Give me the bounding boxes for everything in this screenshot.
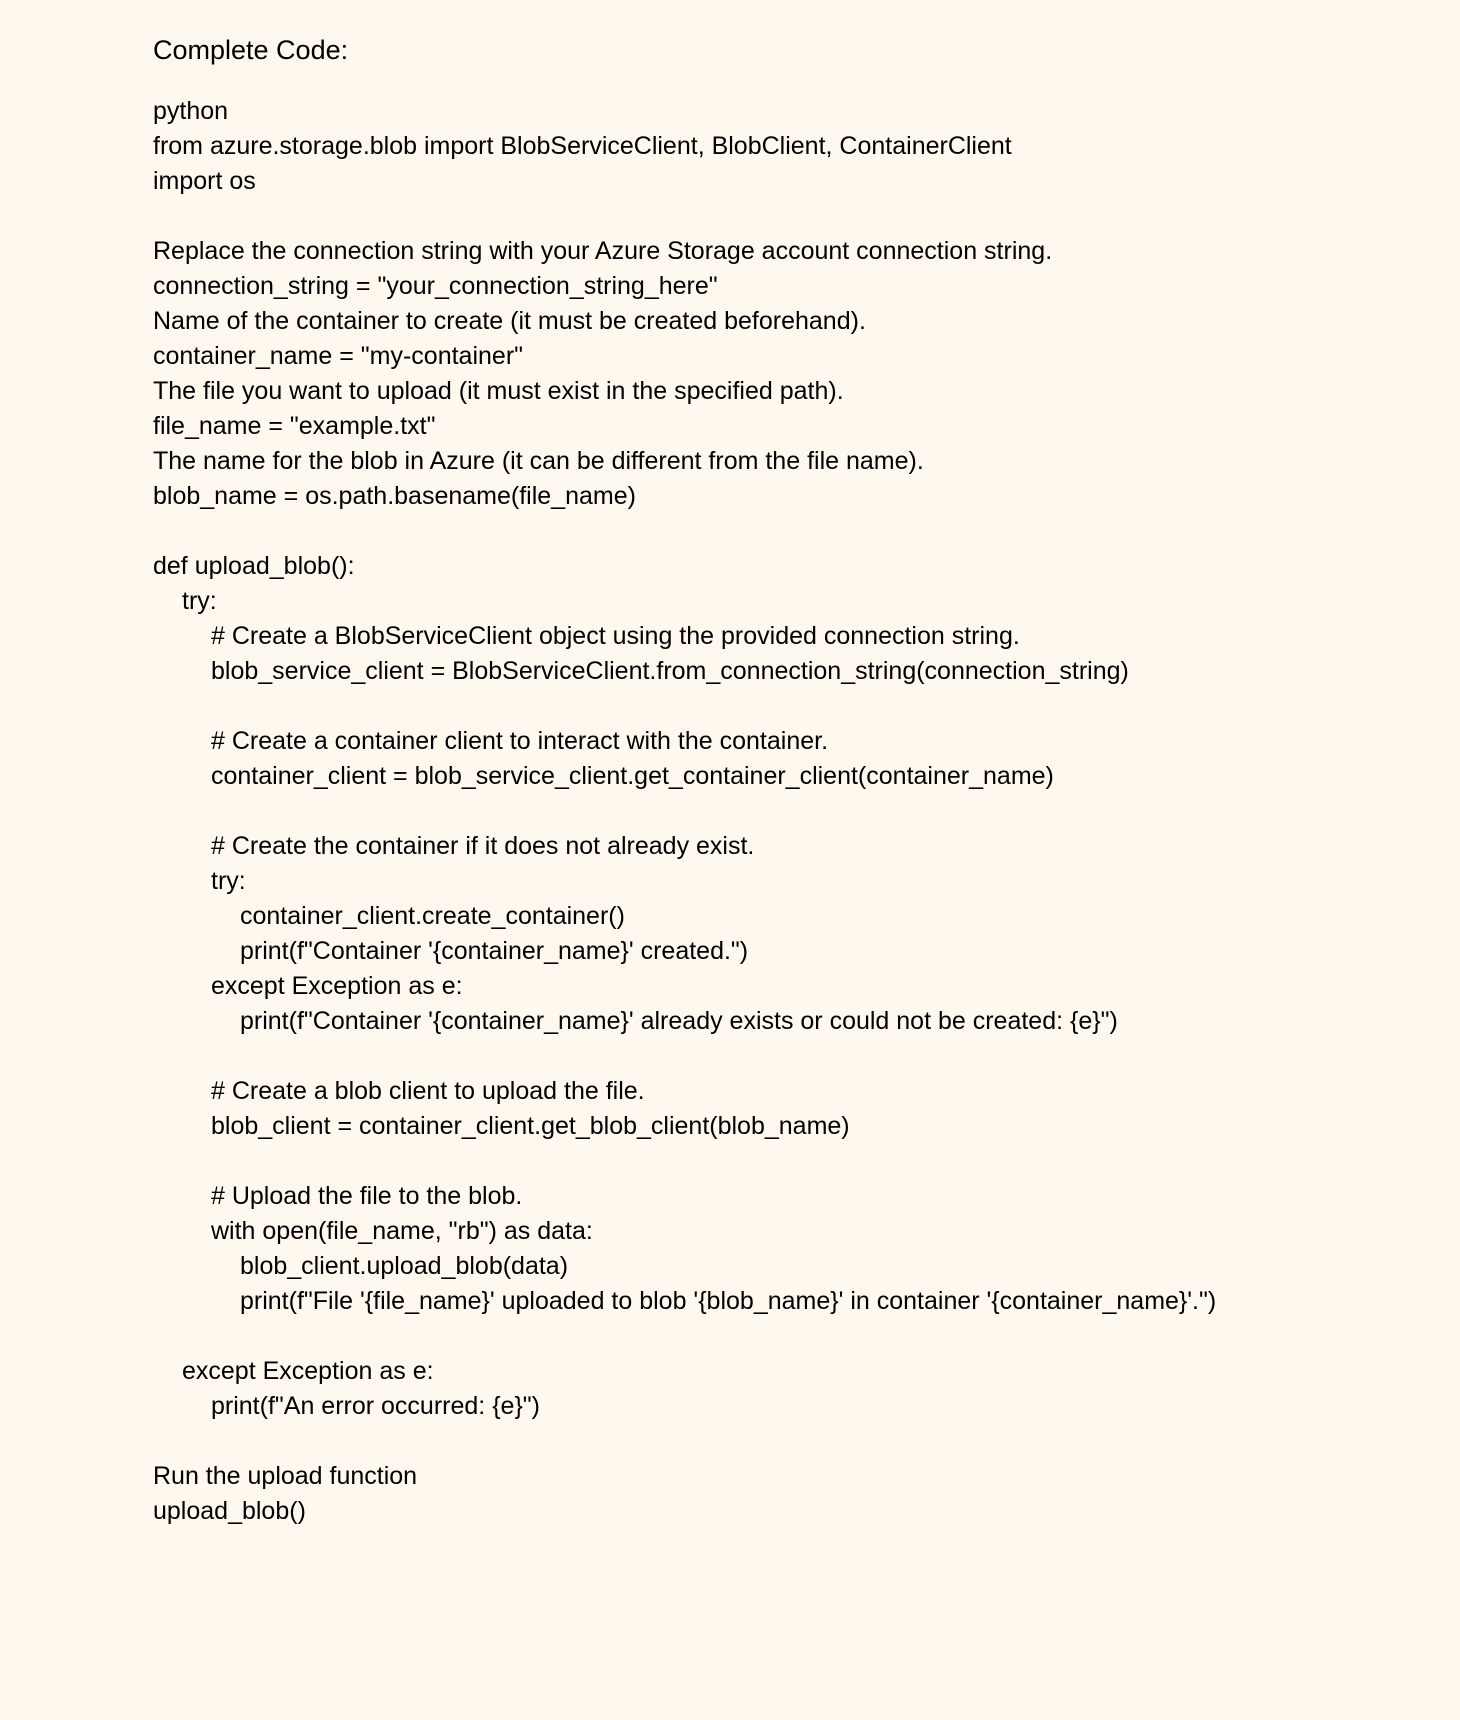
code-line: Run the upload function: [153, 1462, 418, 1490]
code-line: def upload_blob():: [153, 552, 355, 580]
code-block: [153, 94, 1433, 1529]
code-line: blob_client = container_client.get_blob_client(blob_name): [211, 1112, 850, 1140]
code-line: print(f"File '{file_name}' uploaded to blob '{blob_name}' in container '{container_name}'."): [240, 1287, 1217, 1315]
code-line: # Create a container client to interact with the container.: [211, 727, 829, 755]
code-line: blob_service_client = BlobServiceClient.from_connection_string(connection_string): [211, 657, 1129, 685]
code-line: # Upload the file to the blob.: [211, 1182, 523, 1210]
code-line: print(f"An error occurred: {e}"): [211, 1392, 540, 1420]
code-line: The file you want to upload (it must exist in the specified path).: [153, 377, 844, 405]
code-line: blob_client.upload_blob(data): [240, 1252, 569, 1280]
code-line: with open(file_name, "rb") as data:: [211, 1217, 593, 1245]
page-heading: Complete Code:: [153, 35, 349, 65]
blank-line: [153, 199, 1433, 234]
code-line: try:: [182, 587, 217, 615]
code-line: # Create the container if it does not already exist.: [211, 832, 755, 860]
code-line: blob_name = os.path.basename(file_name): [153, 482, 636, 510]
code-line: file_name = "example.txt": [153, 412, 436, 440]
code-line: container_client = blob_service_client.get_container_client(container_name): [211, 762, 1054, 790]
blank-line: [153, 1424, 1433, 1459]
code-line: container_client.create_container(): [240, 902, 625, 930]
code-line: except Exception as e:: [182, 1357, 434, 1385]
code-line: except Exception as e:: [211, 972, 463, 1000]
code-line: upload_blob(): [153, 1497, 306, 1525]
blank-line: [153, 689, 1433, 724]
blank-line: [153, 1144, 1433, 1179]
blank-line: [153, 514, 1433, 549]
code-line: try:: [211, 867, 246, 895]
blank-line: [153, 1319, 1433, 1354]
code-line: container_name = "my-container": [153, 342, 524, 370]
code-line: Name of the container to create (it must be created beforehand).: [153, 307, 866, 335]
code-line: # Create a BlobServiceClient object using the provided connection string.: [211, 622, 1020, 650]
blank-line: [153, 1039, 1433, 1074]
blank-line: [153, 794, 1433, 829]
code-line: Replace the connection string with your Azure Storage account connection string.: [153, 237, 1053, 265]
code-line: The name for the blob in Azure (it can be different from the file name).: [153, 447, 924, 475]
code-line: import os: [153, 167, 256, 195]
code-line: from azure.storage.blob import BlobServiceClient, BlobClient, ContainerClient: [153, 132, 1012, 160]
code-line: print(f"Container '{container_name}' created."): [240, 937, 749, 965]
code-line: python: [153, 97, 229, 125]
code-line: # Create a blob client to upload the file.: [211, 1077, 645, 1105]
document-page: [153, 32, 1433, 1529]
code-line: connection_string = "your_connection_string_here": [153, 272, 718, 300]
code-line: print(f"Container '{container_name}' already exists or could not be created: {e}"): [240, 1007, 1118, 1035]
